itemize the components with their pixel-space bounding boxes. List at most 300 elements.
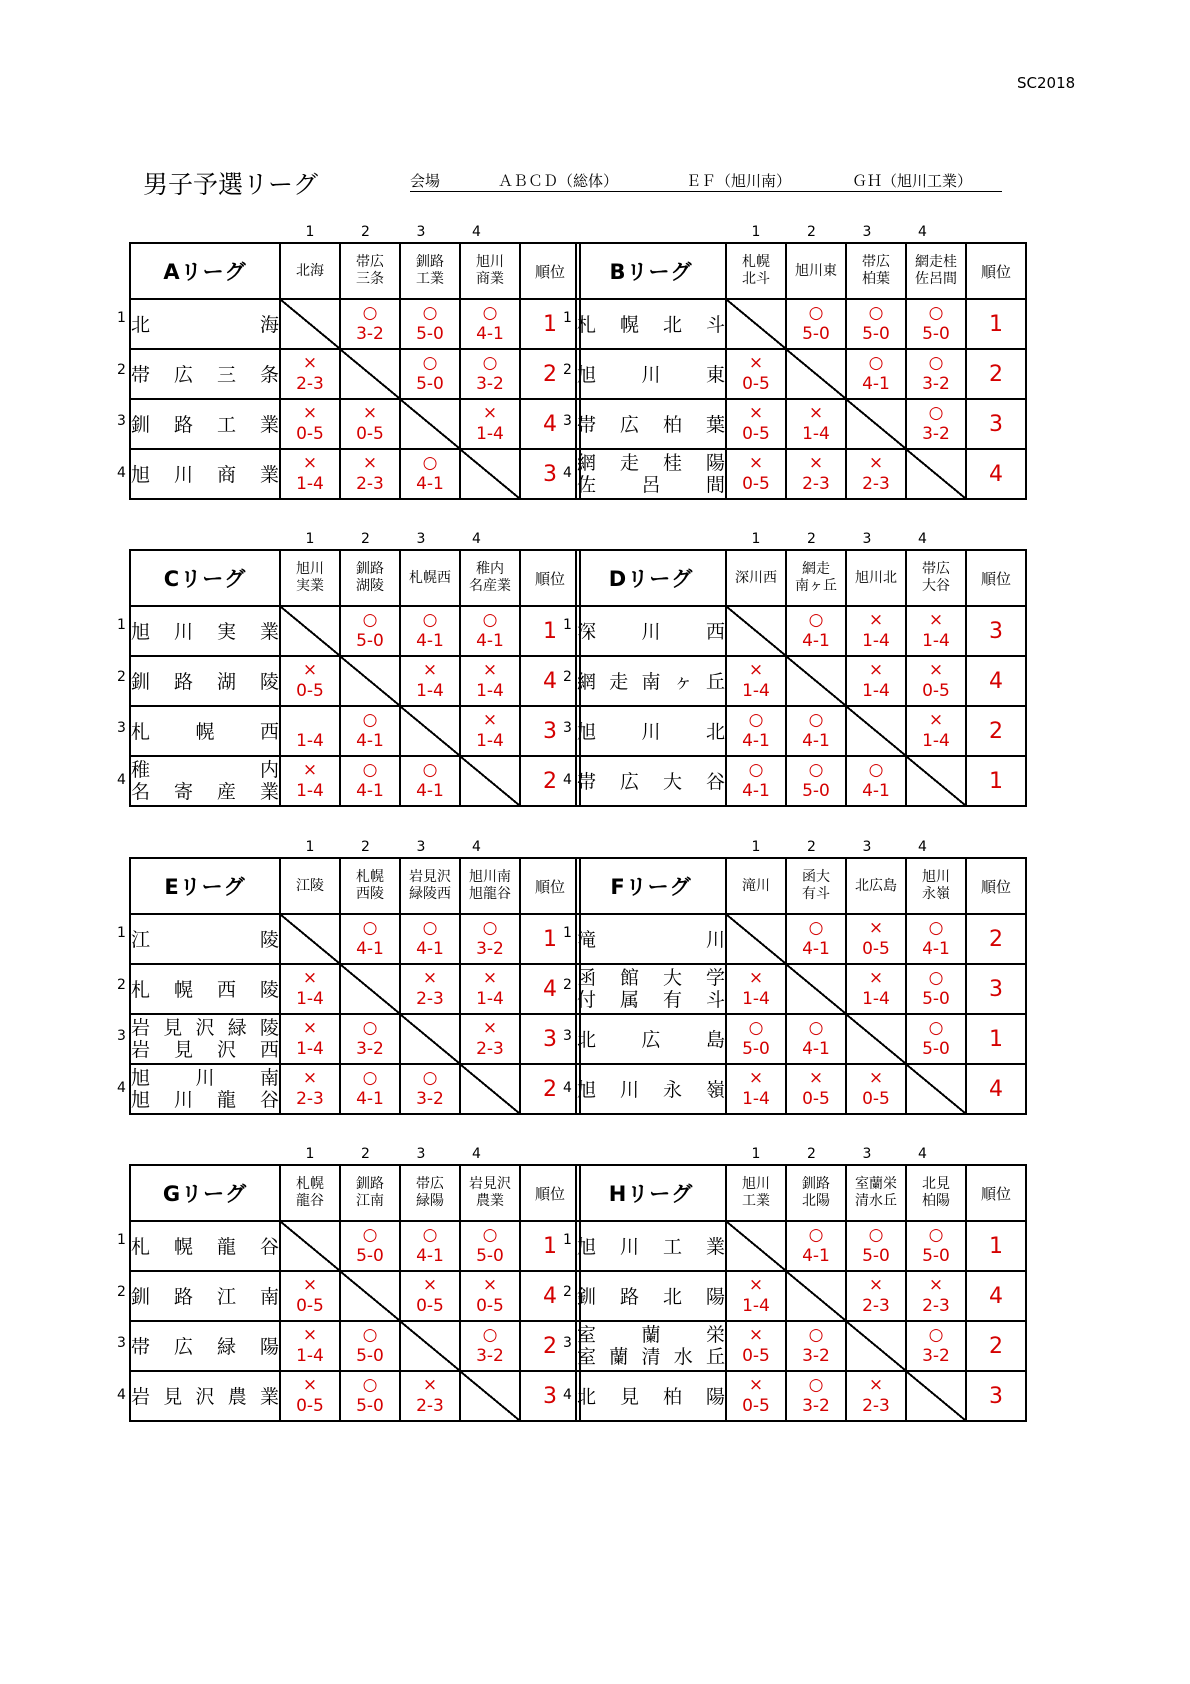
team-char: 業: [259, 781, 279, 803]
team-char: 見: [619, 1385, 639, 1408]
match-result: [726, 1371, 786, 1421]
league-name: Gリーグ: [130, 1165, 280, 1221]
table-row: [576, 656, 1026, 706]
rank-header: 順位: [966, 858, 1026, 914]
match-score: 5-0: [416, 374, 444, 394]
team-rank: 1: [966, 1221, 1026, 1271]
win-mark: ○: [928, 1325, 944, 1345]
loss-mark: ×: [302, 1018, 318, 1038]
team-name-line: [577, 670, 725, 693]
row-number: 2: [117, 1283, 126, 1300]
team-name: [130, 449, 280, 499]
match-score: 1-4: [296, 731, 324, 751]
row-number: 3: [117, 1028, 126, 1044]
team-char: 路: [619, 1285, 639, 1308]
opponent-header: 旭川 永嶺: [906, 858, 966, 914]
match-result: [726, 1321, 786, 1371]
match-result: [460, 299, 520, 349]
match-result: [340, 299, 400, 349]
team-char: 大: [662, 967, 682, 989]
team-char: 札: [131, 978, 151, 1001]
win-mark: ○: [422, 353, 438, 373]
rank-header: 順位: [966, 1165, 1026, 1221]
loss-mark: ×: [868, 453, 884, 473]
team-name-line: [577, 474, 725, 496]
table-row: [130, 914, 580, 964]
win-mark: ○: [928, 1018, 944, 1038]
self-match-cell: [460, 1064, 520, 1114]
team-char: 路: [173, 413, 193, 436]
match-result: [846, 1221, 906, 1271]
team-char: 川: [705, 928, 725, 951]
match-result: [786, 606, 846, 656]
league-table: [129, 242, 581, 500]
self-match-cell: [846, 706, 906, 756]
self-match-cell: [786, 1271, 846, 1321]
table-row: [576, 299, 1026, 349]
match-result: [460, 399, 520, 449]
team-char: 路: [173, 1285, 193, 1308]
loss-mark: ×: [482, 403, 498, 423]
opponent-header: 旭川北: [846, 550, 906, 606]
match-result: [786, 1014, 846, 1064]
match-result: [906, 914, 966, 964]
team-rank: 2: [520, 1321, 580, 1371]
team-char: 川: [173, 463, 193, 486]
team-char: 室: [577, 1346, 597, 1368]
venue-ef: ＥＦ（旭川南）: [686, 172, 792, 190]
match-result: [906, 964, 966, 1014]
loss-mark: ×: [302, 1275, 318, 1295]
win-mark: ○: [362, 1325, 378, 1345]
win-mark: ○: [482, 303, 498, 323]
match-result: [340, 756, 400, 806]
row-number: 4: [563, 1079, 572, 1096]
team-char: 工: [662, 1235, 682, 1258]
opponent-header: 網走桂 佐呂間: [906, 243, 966, 299]
self-match-cell: [400, 399, 460, 449]
team-rank: 4: [966, 1271, 1026, 1321]
table-row: [130, 706, 580, 756]
match-result: [786, 1064, 846, 1114]
loss-mark: ×: [422, 968, 438, 988]
team-char: 属: [619, 989, 639, 1011]
loss-mark: ×: [748, 660, 764, 680]
match-score: 3-2: [922, 424, 950, 444]
team-char: 谷: [259, 1089, 279, 1111]
team-char: 工: [216, 413, 236, 436]
rank-header: 順位: [520, 1165, 580, 1221]
self-match-cell: [280, 606, 340, 656]
team-name: [130, 1271, 280, 1321]
team-char: 旭: [577, 1235, 597, 1258]
match-result: [846, 914, 906, 964]
match-result: [906, 1321, 966, 1371]
team-char: 業: [259, 463, 279, 486]
opponent-header: 函大 有斗: [786, 858, 846, 914]
team-name-line: [131, 720, 279, 743]
loss-mark: ×: [868, 1068, 884, 1088]
match-result: [906, 349, 966, 399]
loss-mark: ×: [482, 968, 498, 988]
match-result: [460, 606, 520, 656]
team-char: 農: [227, 1385, 247, 1408]
column-number: 1: [751, 839, 761, 855]
league-block: [117, 1144, 595, 1438]
match-result: [280, 656, 340, 706]
match-score: 4-1: [862, 781, 890, 801]
team-rank: 4: [966, 656, 1026, 706]
venue-line: [410, 173, 1002, 192]
row-number: 1: [563, 310, 572, 326]
league-name: Hリーグ: [576, 1165, 726, 1221]
team-char: 永: [662, 1078, 682, 1101]
match-result: [786, 1371, 846, 1421]
team-rank: 3: [520, 1371, 580, 1421]
opponent-header: 網走 南ヶ丘: [786, 550, 846, 606]
win-mark: ○: [362, 710, 378, 730]
loss-mark: ×: [868, 918, 884, 938]
match-result: [340, 399, 400, 449]
match-score: 5-0: [802, 781, 830, 801]
team-name: [576, 1271, 726, 1321]
team-char: 幌: [195, 720, 215, 743]
column-number: 4: [918, 839, 927, 855]
match-result: [400, 756, 460, 806]
column-numbers: [563, 1144, 1041, 1164]
self-match-cell: [846, 399, 906, 449]
table-row: [130, 1064, 580, 1114]
team-char: 網: [577, 670, 597, 693]
team-name: [576, 449, 726, 499]
win-mark: ○: [362, 918, 378, 938]
table-row: [576, 964, 1026, 1014]
match-result: [280, 349, 340, 399]
self-match-cell: [906, 1371, 966, 1421]
team-rank: 1: [966, 299, 1026, 349]
match-score: 4-1: [416, 474, 444, 494]
row-number: 1: [117, 617, 126, 633]
table-row: [130, 1371, 580, 1421]
rank-header: 順位: [966, 550, 1026, 606]
match-score: 1-4: [862, 631, 890, 651]
team-char: 清: [641, 1346, 661, 1368]
loss-mark: ×: [302, 1068, 318, 1088]
team-char: 陽: [705, 452, 725, 474]
team-char: 業: [259, 413, 279, 436]
team-char: 川: [641, 620, 661, 643]
team-char: 蘭: [641, 1324, 661, 1346]
opponent-header: 釧路 江南: [340, 1165, 400, 1221]
match-score: 2-3: [862, 1296, 890, 1316]
team-char: 広: [641, 1028, 661, 1051]
match-result: [786, 1221, 846, 1271]
match-result: [846, 1371, 906, 1421]
match-score: 0-5: [296, 681, 324, 701]
table-row: [130, 1014, 580, 1064]
loss-mark: ×: [868, 660, 884, 680]
match-score: 4-1: [476, 631, 504, 651]
team-name-line: [131, 1235, 279, 1258]
opponent-header: 旭川 商業: [460, 243, 520, 299]
loss-mark: ×: [302, 1375, 318, 1395]
match-result: [280, 1064, 340, 1114]
league-name: Eリーグ: [130, 858, 280, 914]
team-char: 名: [131, 781, 151, 803]
team-name-line: [131, 363, 279, 386]
team-rank: 2: [966, 349, 1026, 399]
team-char: 釧: [131, 1285, 151, 1308]
loss-mark: ×: [928, 660, 944, 680]
team-rank: 4: [520, 964, 580, 1014]
match-result: [726, 449, 786, 499]
match-score: 4-1: [416, 939, 444, 959]
team-char: 広: [173, 363, 193, 386]
opponent-header: 帯広 緑陽: [400, 1165, 460, 1221]
loss-mark: ×: [422, 1275, 438, 1295]
loss-mark: ×: [748, 1375, 764, 1395]
team-char: 南: [259, 1067, 279, 1089]
win-mark: ○: [868, 1225, 884, 1245]
team-rank: 1: [966, 1014, 1026, 1064]
match-result: [280, 449, 340, 499]
team-name-line: [131, 1385, 279, 1408]
match-score: 4-1: [416, 631, 444, 651]
league-block: [117, 529, 595, 823]
self-match-cell: [340, 964, 400, 1014]
team-rank: 2: [520, 756, 580, 806]
team-char: 北: [662, 1285, 682, 1308]
table-row: [576, 1321, 1026, 1371]
win-mark: ○: [422, 1225, 438, 1245]
row-number: 2: [117, 361, 126, 378]
win-mark: ○: [928, 353, 944, 373]
match-result: [460, 349, 520, 399]
team-char: 丘: [705, 670, 725, 693]
match-result: [460, 1221, 520, 1271]
match-score: 5-0: [802, 324, 830, 344]
venue-label: 会場: [410, 172, 441, 190]
column-numbers: [117, 837, 595, 857]
team-char: 陵: [259, 670, 279, 693]
team-char: 蘭: [609, 1346, 629, 1368]
team-char: 室: [577, 1324, 597, 1346]
opponent-header: 釧路 湖陵: [340, 550, 400, 606]
match-result: [906, 606, 966, 656]
team-char: 桂: [662, 452, 682, 474]
team-char: 岩: [131, 1385, 151, 1408]
team-char: 川: [619, 1078, 639, 1101]
column-number: 2: [361, 531, 370, 547]
loss-mark: ×: [482, 1275, 498, 1295]
match-result: [400, 964, 460, 1014]
team-rank: 3: [520, 1014, 580, 1064]
match-result: [846, 349, 906, 399]
team-name: [576, 399, 726, 449]
team-char: 走: [609, 670, 629, 693]
opponent-header: 札幌 北斗: [726, 243, 786, 299]
match-result: [340, 1321, 400, 1371]
league-block: [563, 1144, 1041, 1438]
loss-mark: ×: [868, 1275, 884, 1295]
win-mark: ○: [868, 303, 884, 323]
match-result: [400, 656, 460, 706]
team-char: 北: [577, 1028, 597, 1051]
self-match-cell: [846, 1321, 906, 1371]
loss-mark: ×: [928, 710, 944, 730]
match-result: [726, 399, 786, 449]
loss-mark: ×: [482, 710, 498, 730]
team-char: 陽: [259, 1335, 279, 1358]
win-mark: ○: [422, 760, 438, 780]
match-score: 5-0: [356, 1346, 384, 1366]
match-score: 1-4: [742, 989, 770, 1009]
column-number: 1: [305, 531, 315, 547]
win-mark: ○: [808, 610, 824, 630]
team-char: 帯: [131, 363, 151, 386]
opponent-header: 帯広 大谷: [906, 550, 966, 606]
match-result: [400, 606, 460, 656]
team-char: 釧: [131, 413, 151, 436]
team-char: 旭: [131, 1089, 151, 1111]
match-result: [460, 706, 520, 756]
column-number: 2: [807, 531, 816, 547]
match-score: 0-5: [476, 1296, 504, 1316]
team-rank: 1: [520, 606, 580, 656]
win-mark: ○: [482, 918, 498, 938]
team-char: 見: [173, 1039, 193, 1061]
team-char: 網: [577, 452, 597, 474]
row-number: 3: [563, 1028, 572, 1044]
match-result: [786, 449, 846, 499]
loss-mark: ×: [748, 1275, 764, 1295]
team-name-line: [131, 413, 279, 436]
team-name: [576, 706, 726, 756]
loss-mark: ×: [808, 453, 824, 473]
match-result: [846, 964, 906, 1014]
match-score: 2-3: [416, 989, 444, 1009]
row-number: 1: [117, 1232, 126, 1248]
opponent-header: 北広島: [846, 858, 906, 914]
match-result: [726, 656, 786, 706]
team-char: 見: [163, 1017, 183, 1039]
match-score: 0-5: [356, 424, 384, 444]
column-number: 1: [751, 1146, 761, 1162]
opponent-header: 旭川 工業: [726, 1165, 786, 1221]
team-name: [130, 914, 280, 964]
self-match-cell: [460, 1371, 520, 1421]
match-result: [460, 1014, 520, 1064]
match-result: [846, 1064, 906, 1114]
column-number: 3: [862, 1146, 872, 1162]
match-result: [280, 756, 340, 806]
team-rank: 1: [966, 756, 1026, 806]
table-row: [130, 399, 580, 449]
column-number: 4: [472, 1146, 481, 1162]
match-score: 1-4: [476, 989, 504, 1009]
column-numbers: [563, 837, 1041, 857]
team-char: 東: [705, 363, 725, 386]
team-char: 有: [662, 989, 682, 1011]
table-row: [130, 299, 580, 349]
win-mark: ○: [362, 1375, 378, 1395]
table-row: [576, 399, 1026, 449]
team-name: [130, 1371, 280, 1421]
match-result: [786, 914, 846, 964]
win-mark: ○: [808, 1375, 824, 1395]
team-name: [576, 1371, 726, 1421]
match-result: [340, 1221, 400, 1271]
league-name: Bリーグ: [576, 243, 726, 299]
team-name: [576, 964, 726, 1014]
team-char: 岩: [131, 1039, 151, 1061]
team-char: ヶ: [673, 670, 693, 693]
opponent-header: 北海: [280, 243, 340, 299]
league-table: [575, 1164, 1027, 1422]
match-result: [340, 1014, 400, 1064]
opponent-header: 北見 柏陽: [906, 1165, 966, 1221]
win-mark: ○: [362, 303, 378, 323]
self-match-cell: [280, 1221, 340, 1271]
match-score: 4-1: [356, 1089, 384, 1109]
match-result: [280, 1371, 340, 1421]
row-number: 3: [563, 1335, 572, 1351]
league-name: Fリーグ: [576, 858, 726, 914]
column-number: 3: [416, 224, 426, 240]
opponent-header: 釧路 北陽: [786, 1165, 846, 1221]
match-score: 4-1: [862, 374, 890, 394]
match-score: 2-3: [862, 1396, 890, 1416]
rank-header: 順位: [966, 243, 1026, 299]
row-number: 3: [563, 413, 572, 429]
column-number: 1: [751, 531, 761, 547]
match-result: [400, 1271, 460, 1321]
self-match-cell: [460, 449, 520, 499]
match-score: 1-4: [922, 731, 950, 751]
document-code: SC2018: [1017, 74, 1076, 92]
team-name: [130, 1014, 280, 1064]
match-score: 5-0: [862, 324, 890, 344]
row-number: 3: [117, 413, 126, 429]
row-number: 4: [117, 771, 126, 788]
loss-mark: ×: [362, 453, 378, 473]
match-result: [906, 399, 966, 449]
team-name: [576, 1221, 726, 1271]
team-char: 川: [641, 720, 661, 743]
match-score: 0-5: [742, 1396, 770, 1416]
loss-mark: ×: [302, 353, 318, 373]
team-rank: 2: [966, 914, 1026, 964]
team-char: 北: [705, 720, 725, 743]
team-name: [130, 706, 280, 756]
team-name: [130, 399, 280, 449]
team-rank: 3: [966, 1371, 1026, 1421]
match-score: 0-5: [742, 1346, 770, 1366]
opponent-header: 帯広 柏葉: [846, 243, 906, 299]
match-score: 2-3: [296, 1089, 324, 1109]
table-row: [576, 606, 1026, 656]
opponent-header: 室蘭栄 清水丘: [846, 1165, 906, 1221]
league-name: Dリーグ: [576, 550, 726, 606]
match-score: 4-1: [802, 939, 830, 959]
team-char: 南: [641, 670, 661, 693]
team-char: 南: [259, 1285, 279, 1308]
team-name-line: [577, 770, 725, 793]
loss-mark: ×: [868, 610, 884, 630]
column-number: 3: [862, 839, 872, 855]
opponent-header: 深川西: [726, 550, 786, 606]
match-result: [786, 756, 846, 806]
